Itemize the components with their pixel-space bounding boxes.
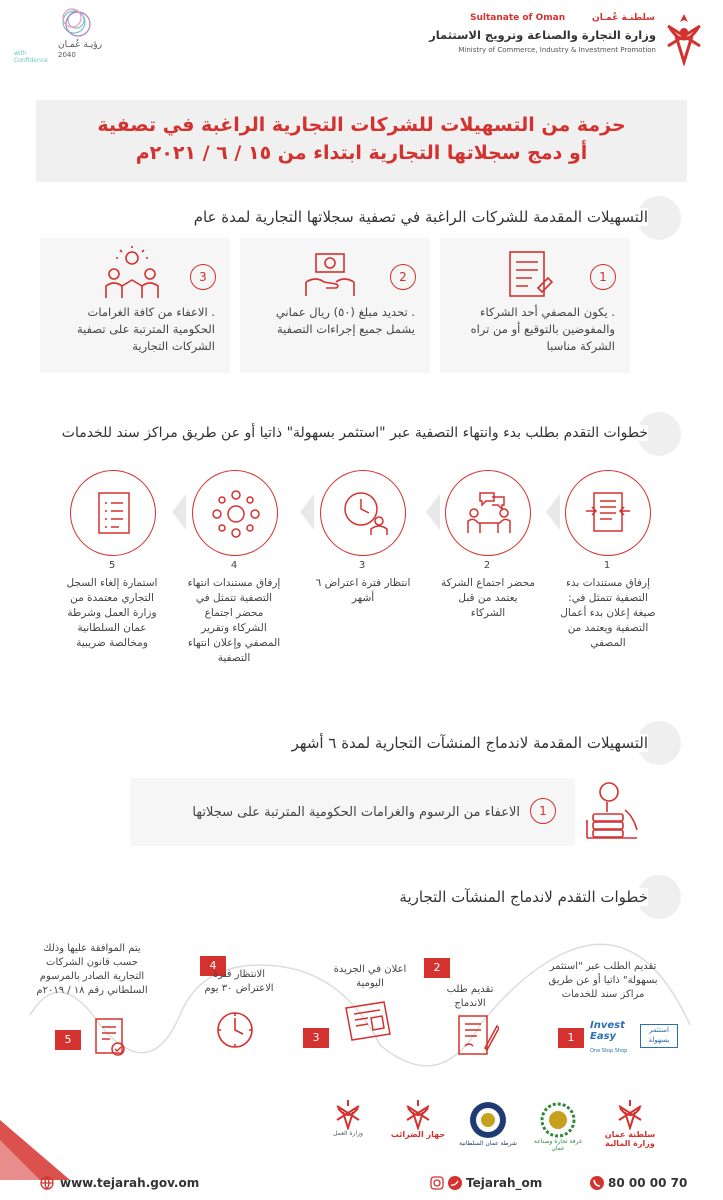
merger-step-badge-4: 4 [200, 956, 226, 976]
vision-2040-logo [14, 6, 124, 64]
merger-step-badge-5: 5 [55, 1030, 81, 1050]
step-text-3: انتظار فترة اعتراض ٦ أشهر [315, 577, 411, 604]
website-link[interactable]: www.tejarah.gov.om [60, 1176, 200, 1190]
money-hand-icon [302, 248, 358, 302]
step-number-2: 2 [483, 560, 491, 571]
merger-step-badge-1: 1 [558, 1028, 584, 1048]
police-logo [458, 1100, 518, 1160]
invest-easy-en: Invest Easy [590, 1020, 625, 1042]
form-pen-icon [455, 1012, 499, 1058]
step-number-3: 3 [358, 560, 366, 571]
footer [0, 1172, 723, 1200]
certificate-icon [92, 1015, 130, 1061]
clock-person-icon [341, 489, 389, 537]
checklist-icon [93, 489, 135, 537]
card-number-badge: 1 [530, 798, 556, 824]
invest-easy-logo [590, 1020, 676, 1064]
corner-decoration [0, 1120, 70, 1180]
country-ar: سلطنـة عُمـان [592, 13, 655, 23]
social-handle[interactable]: Tejarah_om [466, 1176, 543, 1190]
title-line-1: حزمة من التسهيلات للشركات التجارية الراغبة في تصفية [97, 114, 626, 136]
card-number-badge: 1 [590, 264, 616, 290]
partner-name-4: جهاز الضرائب [390, 1130, 446, 1139]
vision-year: 2040 [58, 51, 76, 59]
file-transfer-icon [586, 489, 630, 535]
step-arrow [426, 494, 440, 530]
meeting-icon [464, 489, 514, 537]
partner-name-1: سلطنة عمان وزارة المالية [604, 1130, 656, 1148]
merger-step-text-1: تقديم الطلب عبر "استثمر بسهولة" ذاتيا أو عن طريق مراكز سند للخدمات [548, 961, 658, 1000]
phone-number[interactable]: 80 00 00 70 [608, 1176, 688, 1190]
chamber-logo [528, 1102, 588, 1160]
step-arrow [172, 494, 186, 530]
vision-tagline: with Confidence [14, 50, 48, 64]
card-text-3: . الاعفاء من كافة الغرامات الحكومية المترتبة على تصفية الشركات التجارية [76, 305, 215, 353]
twitter-icon [448, 1176, 462, 1190]
coins-hand-icon [585, 780, 641, 842]
step-circle-3 [320, 470, 406, 556]
merger-facility-card [130, 778, 575, 846]
step-circle-4 [192, 470, 278, 556]
facility-card-2 [240, 238, 430, 373]
step-arrow [546, 494, 560, 530]
facility-card-1 [440, 238, 630, 373]
partner-name-5: وزارة العمل [333, 1130, 363, 1137]
step-number-1: 1 [603, 560, 611, 571]
ministry-en: Ministry of Commerce, Industry & Investment Promotion [458, 46, 656, 54]
step-circle-5 [70, 470, 156, 556]
team-circle-icon [211, 489, 261, 539]
merger-step-text-2: تقديم طلب الاندماج [446, 984, 494, 1009]
globe-icon [40, 1176, 54, 1190]
ministry-ar: وزارة التجارة والصناعة وترويج الاستثمار [429, 28, 656, 42]
step-arrow [300, 494, 314, 530]
card-text-2: . تحديد مبلغ (٥٠) ريال عماني يشمل جميع إجراءات التصفية [275, 305, 415, 336]
step-number-5: 5 [108, 560, 116, 571]
step-text-2: محضر اجتماع الشركة يعتمد من قبل الشركاء [441, 577, 535, 619]
section1-title: التسهيلات المقدمة للشركات الراغبة في تصفية سجلاتها التجارية لمدة عام [120, 208, 648, 226]
step-circle-1 [565, 470, 651, 556]
main-title-box [36, 100, 687, 182]
merger-facility-text: الاعفاء من الرسوم والغرامات الحكومية المترتبة على سجلاتها [192, 805, 520, 820]
oman-emblem-icon [662, 10, 706, 66]
section3-title: التسهيلات المقدمة لاندماج المنشآت التجارية لمدة ٦ أشهر [244, 734, 648, 752]
step-text-5: استمارة إلغاء السجل التجاري معتمدة من وزارة العمل وشرطة عمان السلطانية ومخالصة ضريبية [66, 577, 158, 649]
country-en: Sultanate of Oman [470, 13, 566, 23]
ministry-finance-logo [600, 1098, 660, 1160]
section4-title: خطوات التقدم لاندماج المنشآت التجارية [352, 888, 648, 906]
merger-step-badge-2: 2 [424, 958, 450, 978]
card-number-badge: 2 [390, 264, 416, 290]
merger-step-text-4: الانتظار فترة الاعتراض ٣٠ يوم [204, 969, 274, 994]
step-number-4: 4 [230, 560, 238, 571]
newspaper-icon [340, 998, 396, 1044]
partner-name-3: شرطة عمان السلطانية [459, 1140, 517, 1147]
step-circle-2 [445, 470, 531, 556]
instagram-icon [430, 1176, 444, 1190]
header [0, 0, 723, 90]
people-idea-icon [102, 246, 162, 302]
partner-logos [300, 1098, 660, 1160]
clock-icon [213, 1008, 257, 1052]
ministry-labour-logo [318, 1098, 378, 1160]
phone-icon [590, 1176, 604, 1190]
vision-ar: رؤيـة عُمـان [58, 40, 103, 50]
merger-step-badge-3: 3 [303, 1028, 329, 1048]
partner-name-2: غرفة تجارة وصناعة عمان [533, 1138, 583, 1152]
step-text-1: إرفاق مستندات بدء التصفية تتمثل في: صيغة إعلان بدء أعمال التصفية ويعتمد من المصفي [560, 577, 656, 649]
invest-easy-tag: One Stop Shop [590, 1048, 628, 1054]
merger-step-text-3: اعلان في الجريدة اليومية [333, 964, 407, 989]
card-number-badge: 3 [190, 264, 216, 290]
card-text-1: . يكون المصفي أحد الشركاء والمفوضين بالتوقيع أو من تراه الشركة مناسبا [470, 305, 615, 353]
section2-title-text: خطوات التقدم بطلب بدء وانتهاء التصفية عبر "استثمر بسهولة" ذاتيا أو عن طريق مراكز سند للخدمات [10, 425, 648, 441]
title-line-2: أو دمج سجلاتها التجارية ابتداء من ١٥ / ٦ / ٢٠٢١م [135, 142, 588, 164]
document-icon [502, 248, 554, 302]
facility-card-3 [40, 238, 230, 373]
invest-easy-ar: استثمر بسهولة [640, 1024, 678, 1048]
tax-authority-logo [388, 1098, 448, 1160]
step-text-4: إرفاق مستندات انتهاء التصفية تتمثل في محضر اجتماع الشركاء وتقرير المصفي وإعلان انتهاء التصفية [187, 577, 281, 664]
merger-step-text-5: يتم الموافقة عليها وذلك حسب قانون الشركات التجارية الصادر بالمرسوم السلطاني رقم ١٨ / ٢٠١٩م [36, 943, 148, 996]
